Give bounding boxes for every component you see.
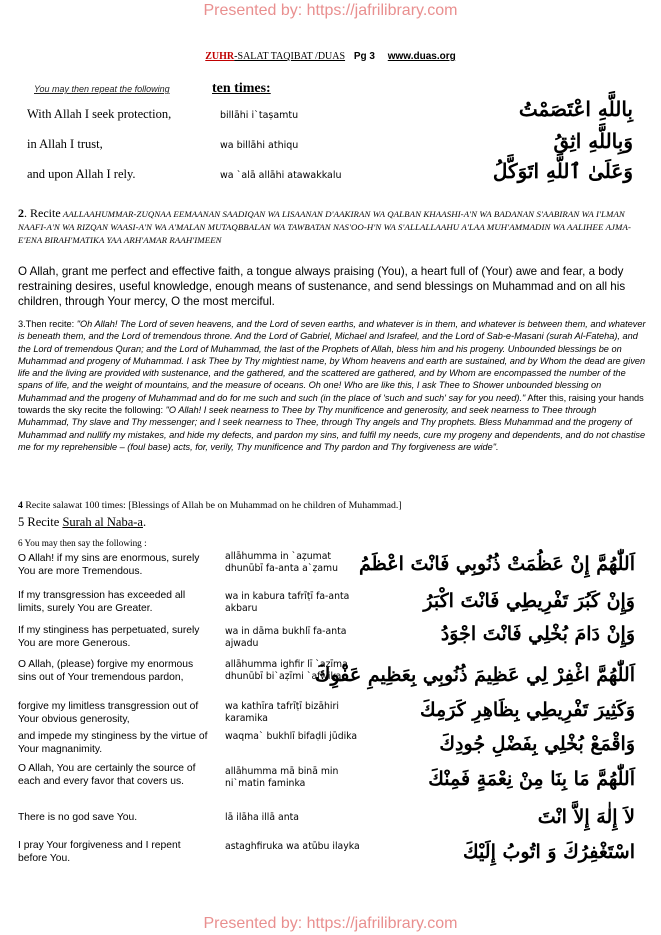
table2-row8-arabic: لاَ إِلٰهَ إِلاَّ انْتَ: [537, 806, 635, 828]
table2-row7-arabic: اَللّٰهُمَّ مَا بِنَا مِنْ نِعْمَةٍ فَمِنْكَ: [428, 768, 635, 790]
section4-salawat: [18, 500, 402, 511]
table1-row3-arabic: وَعَلَىٰ ٱللَّهِ اتَوَكَّلُ: [492, 159, 633, 183]
table2-row3-english: If my stinginess has perpetuated, surely You are more Generous.: [18, 625, 200, 649]
section2-number: 2: [18, 206, 24, 220]
watermark-top: Presented by: https://jafrilibrary.com: [203, 2, 458, 19]
table2-row7-transliteration: allāhumma mā binā min ni`matin faminka: [225, 766, 339, 790]
header-zuhr: ZUHR: [205, 51, 235, 62]
section3-quote: "Oh Allah! The Lord of seven heavens, and the Lord of seven earths, and whatever is in them, and whatever is between them, and whatever is beneath them, and the Lord of tremendous throne. And the Lord of Gabriel, Michael and Israfeel, and the Lord of Sab-e-Masani (surah Al-Fateha), and the Lord of tremendous Quran; and the Lord of Muhammad, the last of the Prophets of Allah, bless him and his progeny. Unbounded blessings be on Muhammad and progeny of Muhammad. I ask Thee by Thy mightiest name, by Whom heavens and earth are sustained, and by Whom the dead are given life and the living are provided with sustenance, and the gathered, and the scattered are gathered, and by Whom are encompassed the number of the spans of life, and the weight of mountains, and the measure of oceans. Oh one! Who are like this, I ask Thee to Shower unbounded blessing on Muhammad and the progeny of Muhammad and do for me such and such (in the place of 'such and such' say for you need).": [18, 319, 646, 403]
section5-surah: [18, 515, 146, 530]
repeat-intro: You may then repeat the following: [34, 84, 170, 94]
table2-row5-english: forgive my limitless transgression out of Your obvious generosity,: [18, 701, 199, 725]
section6-intro: 6 You may then say the following :: [18, 538, 147, 548]
section3-recite: [18, 318, 646, 453]
section5-end: .: [142, 515, 147, 529]
section3-middle: After this, raising your hands towards the sky recite the following:: [18, 392, 644, 416]
table2-row6-english: and impede my stinginess by the virtue of Your magnanimity.: [18, 731, 208, 755]
table2-row5-transliteration: wa kathīra tafrīṭī bizāhiri karamika: [225, 701, 339, 725]
table2-row8-transliteration: lā ilāha illā anta: [225, 812, 299, 823]
table2-row3-transliteration: wa in dāma bukhlī fa-anta ajwadu: [225, 626, 347, 650]
section3-quote2: "O Allah! I seek nearness to Thee by Thy munificence and generosity, and seek nearness to Thee through Muhammad, Thy slave and Thy messenger; and I seek nearness to Thee, through Thy angels and Thy prophets. Bless Muhammad and the progeny of Muhammad and nullify my mistakes, and hide my defects, and pardon my sins, and fulfil my needs, cure my progeny and dependents, and do not chastise me for my reprehensible – (foul base) acts, for, verily, Thy munificence and Thy pardon and Thy forgiveness are wide".: [18, 405, 646, 452]
table1-row3-transliteration: wa `alā allāhi atawakkalu: [220, 170, 342, 181]
header-site-link[interactable]: www.duas.org: [387, 51, 456, 62]
table2-row4-arabic: اَللّٰهُمَّ اغْفِرْ لِي عَظِيمَ ذُنُوبِي بِعَظِيمِ عَفْوِكَ: [314, 664, 635, 686]
table2-row6-transliteration: waqma` bukhlī bifaḍli jūdika: [225, 731, 358, 742]
table2-row9-transliteration: astaghfiruka wa atūbu ilayka: [225, 841, 360, 852]
table2-row8-english: There is no god save You.: [18, 812, 138, 823]
section2-recite: [18, 207, 643, 247]
table1-row2-english: in Allah I trust,: [27, 137, 103, 151]
page-header: [0, 51, 661, 62]
section4-number: 4: [18, 500, 23, 511]
table2-row2-transliteration: wa in kabura tafrīṭī fa-anta akbaru: [225, 591, 350, 615]
table2-row4-transliteration: allāhumma ighfir lī `aẓīma dhunūbī bi`aẓīmi `afwika: [225, 659, 348, 683]
watermark-bottom: Presented by: https://jafrilibrary.com: [203, 915, 458, 932]
table2-row5-arabic: وَكَثِيرَ تَفْرِيطِي بِظَاهِرِ كَرَمِكَ: [420, 699, 635, 721]
table2-row9-english: I pray Your forgiveness and I repent before You.: [18, 840, 181, 864]
table2-row2-english: If my transgression has exceeded all limits, surely You are Greater.: [18, 590, 186, 614]
section3-lead: 3.Then recite:: [18, 319, 77, 329]
section2-transliteration: AALLAAHUMMAR-ZUQNAA EEMAANAN SAADIQAN WA LISAANAN D'AAKIRAN WA QALBAN KHAASHI-A'N WA BADANAN S'AABIRAN WA I'LMAN NAAFI-A'N WA RIZQAN WAASI-A'N WA A'MALAN MUTAQBBALAN WA TAWBATAN NAS'OO-H'N WA S'ALLALLAAHU A'LAA MUH'AMMADIN WA AALIHEE AJMA-E'ENA BIRAH'MATIKA YAA ARH'AMAR RAAH'IMEEN: [18, 209, 631, 245]
table2-row1-arabic: اَللّٰهُمَّ إِنْ عَظُمَتْ ذُنُوبِي فَانْتَ اعْظَمُ: [359, 553, 635, 575]
header-page: Pg 3: [353, 51, 375, 62]
section5-lead: 5 Recite: [18, 515, 63, 529]
table1-row2-arabic: وَبِاللَّهِ اثِقُ: [553, 129, 633, 153]
repeat-times: ten times:: [212, 81, 271, 96]
section2-label: . Recite: [24, 206, 61, 220]
table2-row2-arabic: وَإِنْ كَبُرَ تَفْرِيطِي فَانْتَ اكْبَرُ: [423, 590, 635, 612]
table2-row6-arabic: وَاقْمَعْ بُخْلِي بِفَضْلِ جُودِكَ: [439, 733, 635, 755]
section4-text: Recite salawat 100 times: [Blessings of Allah be on Muhammad on he children of Muhammad.]: [22, 500, 402, 511]
table1-row1-arabic: بِاللَّهِ اعْتَصَمْتُ: [518, 97, 633, 121]
section2-translation: O Allah, grant me perfect and effective faith, a tongue always praising (You), a heart full of (Your) awe and fear, a body restraining desires, useful knowledge, enough means of sustenance, and send blessings on Muhammad and on all his children, through Your mercy, O the most merciful.: [18, 265, 626, 309]
table1-row1-english: With Allah I seek protection,: [27, 107, 172, 121]
table2-row7-english: O Allah, You are certainly the source of each and every favor that covers us.: [18, 763, 196, 787]
table2-row3-arabic: وَإِنْ دَامَ بُخْلِي فَانْتَ اجْوَدُ: [440, 623, 635, 645]
surah-link[interactable]: Surah al Naba-a: [62, 515, 143, 529]
table1-row3-english: and upon Allah I rely.: [27, 167, 136, 181]
table2-row1-transliteration: allāhumma in `aẓumat dhunūbī fa-anta a`ẓamu: [225, 551, 338, 575]
table2-row1-english: O Allah! if my sins are enormous, surely You are more Tremendous.: [18, 553, 200, 577]
table1-row2-transliteration: wa billāhi athiqu: [220, 140, 299, 151]
table2-row9-arabic: اسْتَغْفِرُكَ وَ اتُوبُ إِلَيْكَ: [463, 841, 635, 863]
header-title: -SALAT TAQIBAT /DUAS: [234, 51, 346, 62]
table1-row1-transliteration: billāhi i`taṣamtu: [220, 110, 299, 121]
table2-row4-english: O Allah, (please) forgive my enormous sins out of Your tremendous pardon,: [18, 659, 194, 683]
